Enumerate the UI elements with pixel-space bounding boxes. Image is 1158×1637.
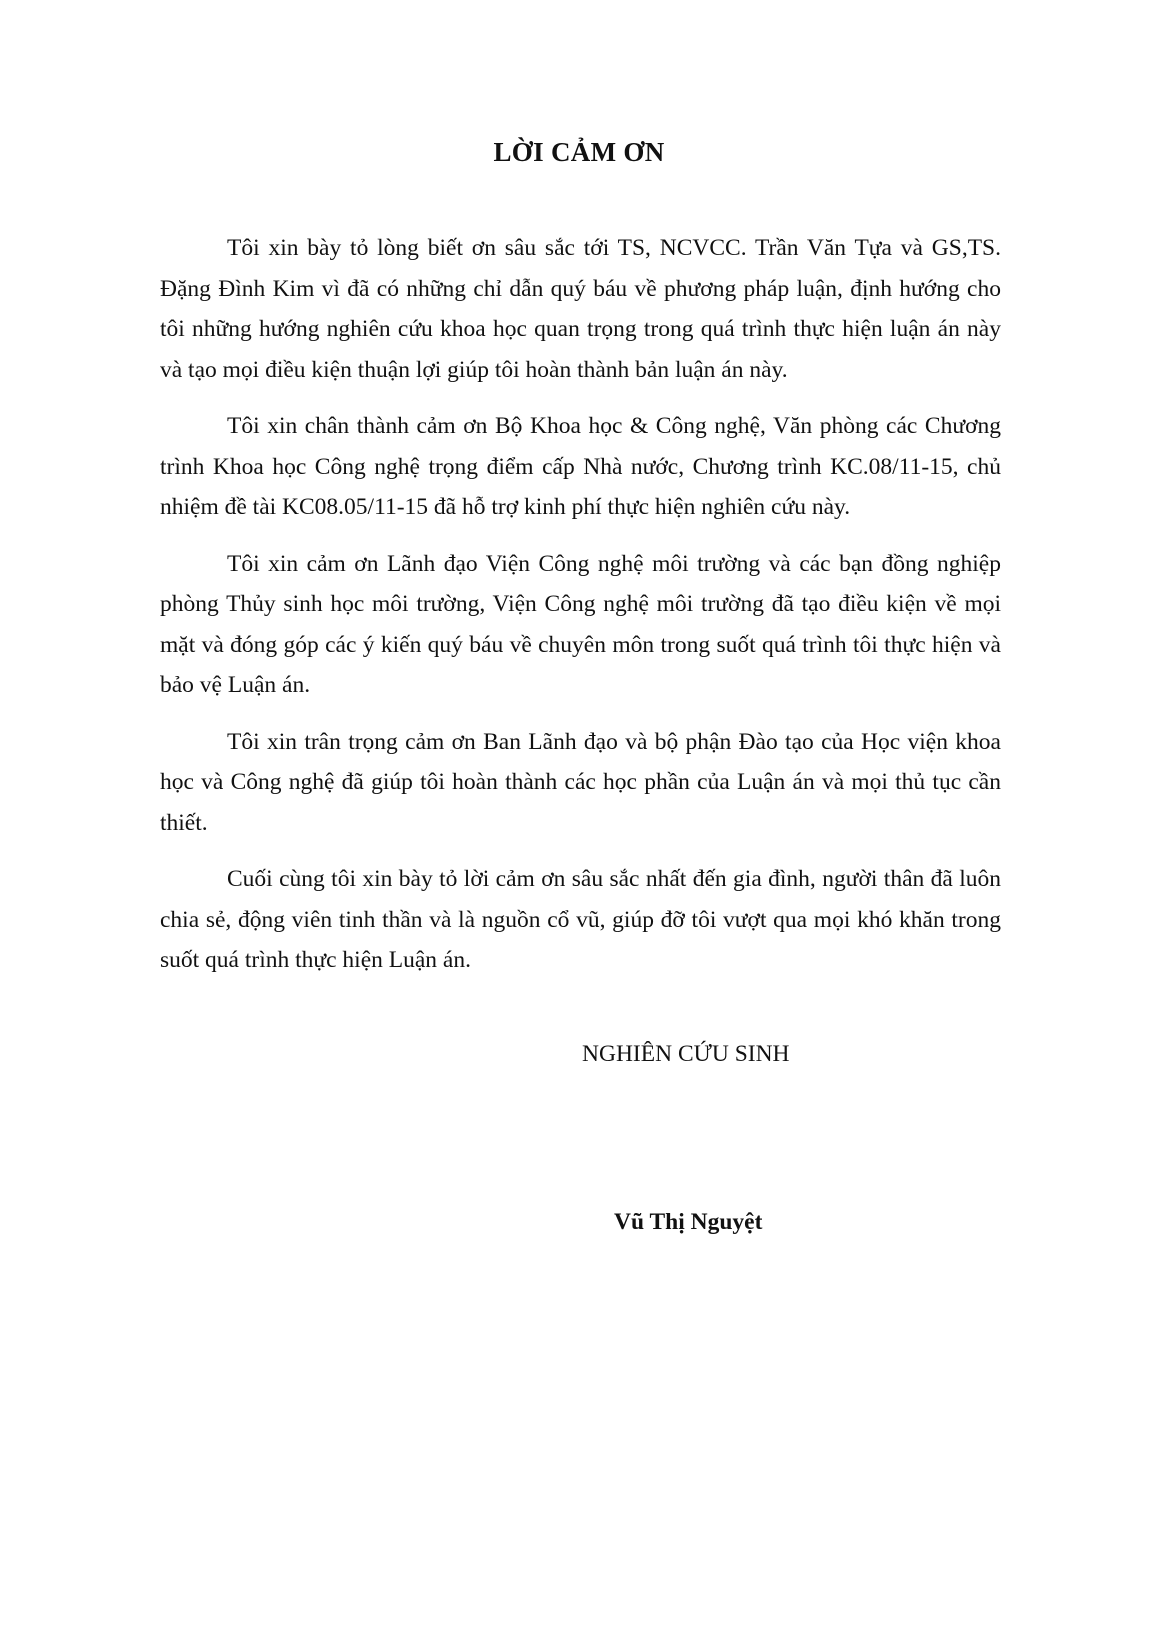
- signature-name: Vũ Thị Nguyệt: [614, 1209, 763, 1235]
- paragraph-funding: Tôi xin chân thành cảm ơn Bộ Khoa học & Công nghệ, Văn phòng các Chương trình Khoa học Công nghệ trọng điểm cấp Nhà nước, Chương trình KC.08/11-15, chủ nhiệm đề tài KC08.05/11-15 đã hỗ trợ kinh phí thực hiện nghiên cứu này.: [160, 413, 1001, 520]
- paragraph-advisors: Tôi xin bày tỏ lòng biết ơn sâu sắc tới TS, NCVCC. Trần Văn Tựa và GS,TS. Đặng Đình Kim vì đã có những chỉ dẫn quý báu về phương pháp luận, định hướng cho tôi những hướng nghiên cứu khoa học quan trọng trong quá trình thực hiện luận án này và tạo mọi điều kiện thuận lợi giúp tôi hoàn thành bản luận án này.: [160, 235, 1001, 383]
- paragraph-institute: Tôi xin cảm ơn Lãnh đạo Viện Công nghệ môi trường và các bạn đồng nghiệp phòng Thủy sinh học môi trường, Viện Công nghệ môi trường đã tạo điều kiện về mọi mặt và đóng góp các ý kiến quý báu về chuyên môn trong suốt quá trình tôi thực hiện và bảo vệ Luận án.: [160, 550, 1001, 698]
- acknowledgements-body: [160, 228, 1001, 997]
- page-title: LỜI CẢM ƠN: [493, 137, 665, 168]
- paragraph-academy: Tôi xin trân trọng cảm ơn Ban Lãnh đạo và bộ phận Đào tạo của Học viện khoa học và Công nghệ đã giúp tôi hoàn thành các học phần của Luận án và mọi thủ tục cần thiết.: [160, 728, 1001, 836]
- paragraph-family: Cuối cùng tôi xin bày tỏ lời cảm ơn sâu sắc nhất đến gia đình, người thân đã luôn chia sẻ, động viên tinh thần và là nguồn cổ vũ, giúp đỡ tôi vượt qua mọi khó khăn trong suốt quá trình thực hiện Luận án.: [160, 866, 1001, 973]
- signature-role: NGHIÊN CỨU SINH: [582, 1041, 790, 1067]
